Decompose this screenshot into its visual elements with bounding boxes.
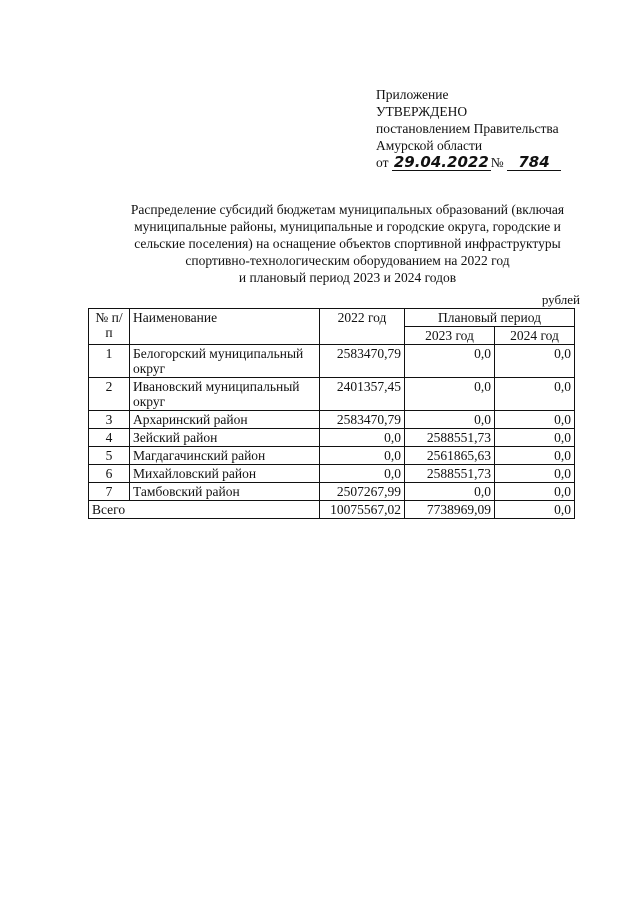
- row-name: Архаринский район: [130, 411, 320, 429]
- approval-line-resolution: постановлением Правительства: [376, 121, 559, 136]
- row-2024: 0,0: [495, 429, 575, 447]
- approval-date-line: [376, 154, 561, 171]
- header-row-1: [89, 309, 575, 327]
- approval-line-region: Амурской области: [376, 138, 483, 153]
- title-line-4: спортивно-технологическим оборудованием на 2022 год: [185, 253, 510, 268]
- title-line-5: и плановый период 2023 и 2024 годов: [238, 270, 457, 285]
- row-num: 1: [89, 345, 130, 378]
- row-2024: 0,0: [495, 411, 575, 429]
- subsidy-table: [88, 308, 575, 519]
- row-name: Магдагачинский район: [130, 447, 320, 465]
- row-2024: 0,0: [495, 447, 575, 465]
- row-num: 5: [89, 447, 130, 465]
- title-line-2: муниципальные районы, муниципальные и городские округа, городские и: [134, 219, 561, 234]
- total-2023: 7738969,09: [405, 501, 495, 519]
- table-row: [89, 429, 575, 447]
- row-name: Михайловский район: [130, 465, 320, 483]
- handwritten-number: 784: [507, 155, 561, 171]
- total-2024: 0,0: [495, 501, 575, 519]
- total-2022: 10075567,02: [320, 501, 405, 519]
- row-num: 2: [89, 378, 130, 411]
- row-2022: 0,0: [320, 465, 405, 483]
- date-prefix: от: [376, 155, 389, 170]
- header-planned-period: Плановый период: [405, 309, 575, 327]
- row-name: Тамбовский район: [130, 483, 320, 501]
- row-2024: 0,0: [495, 465, 575, 483]
- row-2023: 2588551,73: [405, 465, 495, 483]
- header-2024: 2024 год: [495, 327, 575, 345]
- document-title: [100, 201, 595, 286]
- row-num: 6: [89, 465, 130, 483]
- units-label: рублей: [541, 292, 580, 307]
- table-row: [89, 345, 575, 378]
- row-2022: 2583470,79: [320, 345, 405, 378]
- handwritten-date: 29.04.2022: [393, 153, 489, 171]
- row-name: Белогорский муниципальный округ: [130, 345, 320, 378]
- row-2023: 2588551,73: [405, 429, 495, 447]
- row-name: Ивановский муниципальный округ: [130, 378, 320, 411]
- row-2022: 0,0: [320, 429, 405, 447]
- total-row: [89, 501, 575, 519]
- row-2023: 0,0: [405, 411, 495, 429]
- row-num: 7: [89, 483, 130, 501]
- row-2022: 2401357,45: [320, 378, 405, 411]
- title-line-3: сельские поселения) на оснащение объектов спортивной инфраструктуры: [134, 236, 561, 251]
- row-2022: 2583470,79: [320, 411, 405, 429]
- row-2024: 0,0: [495, 345, 575, 378]
- row-2023: 0,0: [405, 345, 495, 378]
- row-2023: 0,0: [405, 483, 495, 501]
- row-num: 3: [89, 411, 130, 429]
- title-line-1: Распределение субсидий бюджетам муниципальных образований (включая: [130, 202, 565, 217]
- total-label: Всего: [89, 501, 320, 519]
- header-2022: 2022 год: [320, 309, 405, 345]
- row-num: 4: [89, 429, 130, 447]
- table-row: [89, 411, 575, 429]
- approval-line-approved: УТВЕРЖДЕНО: [376, 104, 468, 119]
- row-2022: 2507267,99: [320, 483, 405, 501]
- table-row: [89, 447, 575, 465]
- number-prefix: №: [490, 155, 504, 170]
- table-row: [89, 483, 575, 501]
- table-row: [89, 465, 575, 483]
- row-2024: 0,0: [495, 378, 575, 411]
- row-2023: 0,0: [405, 378, 495, 411]
- row-2023: 2561865,63: [405, 447, 495, 465]
- table-row: [89, 378, 575, 411]
- row-2022: 0,0: [320, 447, 405, 465]
- header-2023: 2023 год: [405, 327, 495, 345]
- row-2024: 0,0: [495, 483, 575, 501]
- header-num: № п/п: [89, 309, 130, 345]
- approval-line-appendix: Приложение: [376, 87, 449, 102]
- row-name: Зейский район: [130, 429, 320, 447]
- header-name: Наименование: [130, 309, 320, 345]
- approval-block: [376, 86, 561, 171]
